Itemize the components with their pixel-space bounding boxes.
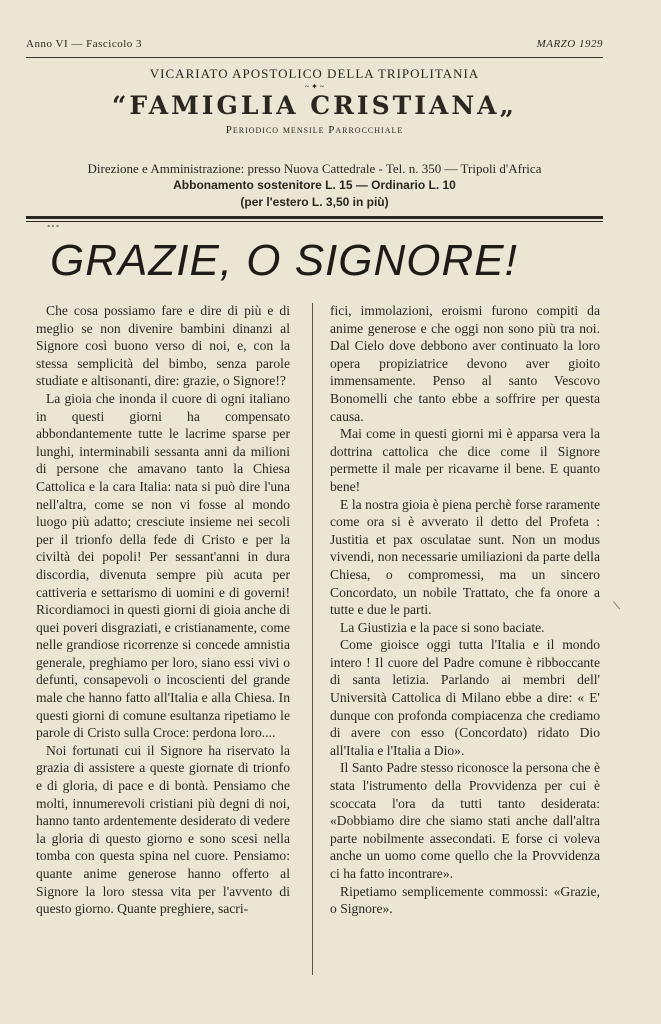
paragraph: Mai come in questi giorni mi è apparsa vera la dottrina cattolica che dice come il Signore permette il male per ricavarne il bene. E quanto bene!: [330, 426, 600, 494]
masthead: [26, 66, 603, 136]
header-rule: [26, 57, 603, 58]
rule-ornament: ∘∘∘: [47, 222, 61, 230]
administration-info: [26, 160, 603, 211]
paragraph: Che cosa possiamo fare e dire di più e di meglio se non divenire bambini dinanzi al Signore così buono verso di noi, e, con la stessa semplicità del bimbo, senza parole studiate e altisonanti, dire: grazie, o Signore!?: [36, 303, 290, 389]
page-header: [26, 38, 603, 50]
masthead-ornament: ~ ✦ ~: [304, 82, 325, 91]
pencil-mark: [613, 601, 621, 610]
article-column-left: [36, 302, 290, 918]
paragraph: E la nostra gioia è piena perchè forse raramente come ora si è avverato il detto del Profeta : Justitia et pax osculatae sunt. Non un modus vivendi, non necessarie umiliazioni da parte della Chiesa, o compromessi, ma un sincero Concordato, un nobile Trattato, che fa onore a tutte e due le parti.: [330, 496, 600, 618]
column-divider: [312, 303, 313, 975]
paragraph: Il Santo Padre stesso riconosce la persona che è stata l'istrumento della Provvidenza per cui è scoccata l'ora da tutti tanto desiderata: «Dobbiamo dire che siamo stati anche dall'altra parte nobilmente assecondati. E forse ci voleva anche un uomo come quello che la Provvidenza ci ha fatto incontrare».: [330, 760, 600, 881]
article-column-right: [330, 302, 600, 918]
paragraph: Come gioisce oggi tutta l'Italia e il mondo intero ! Il cuore del Padre comune è ribboccante di santa letizia. Parlando ai membri dell' Università Cattolica di Milano ebbe a dire: « E' dunque con profonda compiacenza che crediamo di avere con esso (Concordato) ridato Dio all'Italia e l'Italia a Dio».: [330, 637, 600, 758]
issue-number: Anno VI — Fascicolo 3: [26, 38, 143, 50]
foreign-subscription-line: (per l'estero L. 3,50 in più): [240, 195, 389, 209]
address-line: Direzione e Amministrazione: presso Nuova Cattedrale - Tel. n. 350 — Tripoli d'Africa: [87, 161, 542, 176]
paragraph: La Giustizia e la pace si sono baciate.: [340, 619, 545, 635]
masthead-double-rule: [26, 216, 603, 222]
paragraph: La gioia che inonda il cuore di ogni italiano in questi giorni ha compensato abbondantemente tutte le lacrime sparse per lunghi, interminabili sessanta anni da milioni di persone che amavano tanto la Chiesa Cattolica e la cara Italia: nata si può dire l'una nell'altra, come se non vi fosse al mondo luogo più adatto; cresciute insieme nei secoli per il trionfo della fede di Cristo e per la civiltà dei popoli! Per sessant'anni in dura discordia, divenuta sempre più acuta per cattiveria e settarismo di uomini e di governi! Ricordiamoci in questi giorni di gioia anche di quei poveri disgraziati, e cristianamente, come nelle grandiose ricorrenze si concede amnistia generale, preghiamo per loro, siano essi vivi o defunti, consapevoli o incoscienti del grande male che hanno fatto all'Italia e alla Chiesa. In questi giorni di comune esultanza ripetiamo le parole di Cristo sulla Croce: perdona loro....: [36, 390, 290, 741]
paragraph: fici, immolazioni, eroismi furono compiti da anime generose e che oggi non sono più tra noi. Dal Cielo dove debbono aver continuato la loro opera propiziatrice devono aver gioito immensamente. Penso al santo Vescovo Bonomelli che tanto ebbe a soffrire per questa causa.: [330, 303, 600, 424]
magazine-title: “FAMIGLIA CRISTIANA„: [112, 91, 517, 120]
publisher-line: VICARIATO APOSTOLICO DELLA TRIPOLITANIA: [149, 66, 480, 81]
paragraph: Noi fortunati cui il Signore ha riservato la grazia di assistere a queste giornate di trionfo e di gloria, di pace e di bontà. Pensiamo che molti, innumerevoli cristiani più degni di noi, hanno tanto ardentemente desiderato di vedere la gloria di questo giorno e sono scesi nella tomba con questa spina nel cuore. Pensiamo: quante anime generose hanno offerto al Signore la loro stessa vita per l'avvento di questo giorno. Quante preghiere, sacri-: [36, 742, 290, 917]
subscription-line: Abbonamento sostenitore L. 15 — Ordinario L. 10: [173, 178, 456, 192]
article-headline: GRAZIE, O SIGNORE!: [50, 236, 518, 285]
issue-date: MARZO 1929: [536, 38, 603, 50]
paragraph: Ripetiamo semplicemente commossi: «Grazie, o Signore».: [330, 883, 600, 917]
magazine-subtitle: Periodico mensile Parrocchiale: [225, 124, 404, 136]
